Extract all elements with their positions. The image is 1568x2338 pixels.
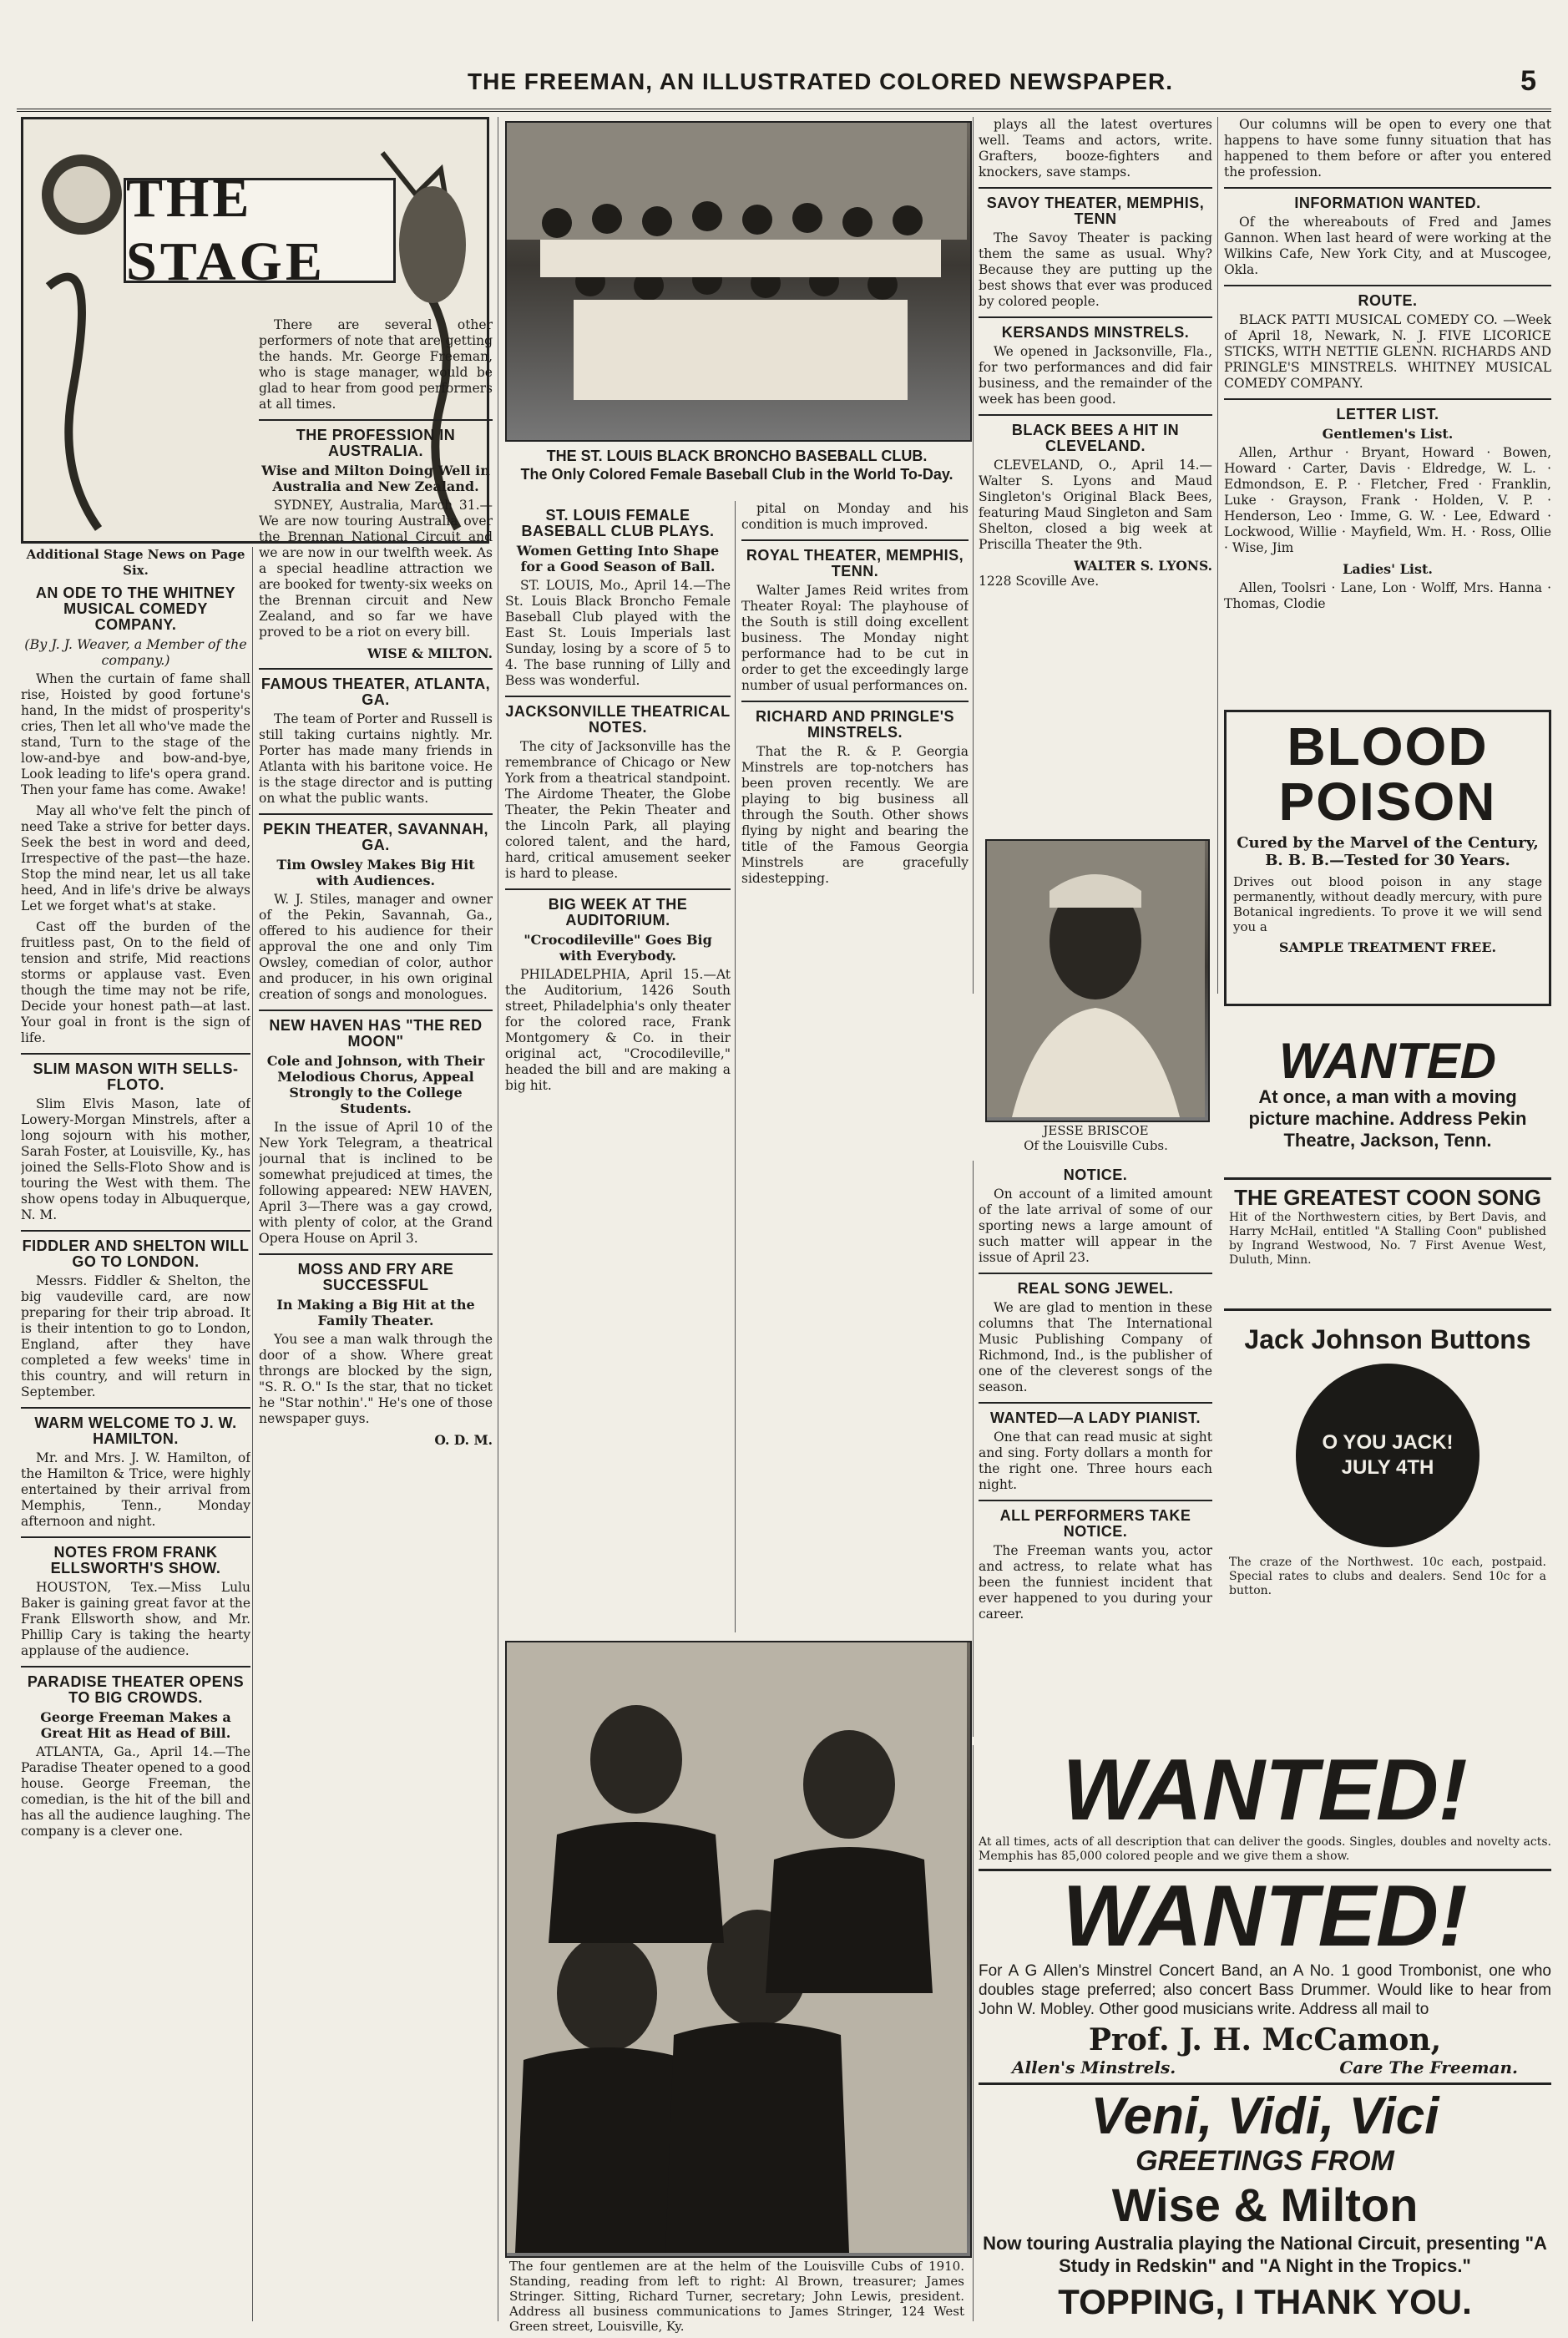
column-divider [252,547,253,2321]
paragraph: The team of Porter and Russell is still taking curtains nightly. Mr. Porter has made many friends in Atlanta with his baritone voice. He is the stage director and is putting on what the public wants. [259,711,493,806]
caption-line: Of the Louisville Cubs. [1024,1138,1168,1153]
divider [21,1053,250,1055]
ad-body: Hit of the Northwestern cities, by Bert Davis, and Harry McHail, entitled "A Stalling Coon" published by Ingrand Westwood, No. 7 First Avenue West, Duluth, Minn. [1229,1211,1546,1267]
headline: ALL PERFORMERS TAKE NOTICE. [999,1507,1191,1540]
column-3 [505,501,731,1632]
paragraph: There are several other performers of note that are getting the hands. Mr. George Freeman, who is stage manager, would be glad to hear from good performers at all times. [259,317,493,412]
paragraph: In the issue of April 10 of the New York Telegram, a theatrical journal that is inclined to be somewhat prejudiced at times, the following appeared: NEW HAVEN, April 3—There was a gay crowd, with plenty of color, at the Grand Opera House on April 3. [259,1120,493,1246]
column-divider [973,1745,974,2321]
address: 1228 Scoville Ave. [979,574,1100,589]
caption-line: THE ST. LOUIS BLACK BRONCHO BASEBALL CLUB. [546,448,928,464]
paragraph: One that can read music at sight and sing. Forty dollars a month for the right one. Three hours each night. [979,1430,1212,1492]
divider [741,539,969,541]
caption-line: JESSE BRISCOE [1043,1123,1149,1138]
signature: WALTER S. LYONS. [1074,558,1212,574]
paragraph: Mr. and Mrs. J. W. Hamilton, of the Hamilton & Trice, were highly entertained by their arrival from Memphis, Tenn., Monday afternoon and night. [21,1450,250,1529]
divider [979,187,1212,189]
letter-list: Allen, Toolsri · Lane, Lon · Wolff, Mrs. Hanna · Thomas, Clodie [1224,580,1551,611]
greetings-line: GREETINGS FROM [1136,2145,1394,2177]
divider [979,1273,1212,1274]
column-1 [21,547,250,2321]
divider [505,696,731,697]
stage-note: Additional Stage News on Page Six. [26,547,245,578]
paragraph: Of the whereabouts of Fred and James Gannon. When last heard of were working at the Wilkins Cafe, New York City, and at Muscogee, Okla. [1224,215,1551,277]
headline: INFORMATION WANTED. [1294,195,1481,211]
paragraph: BLACK PATTI MUSICAL COMEDY CO. —Week of April 18, Newark, N. J. FIVE LICORICE STICKS, WITH NETTIE GLENN. RICHARDS AND PRINGLE'S MINSTRELS. WHITNEY MUSICAL COMEDY COMPANY. [1224,312,1551,391]
affiliation-right: Care The Freeman. [1339,2057,1518,2077]
divider [979,1500,1212,1501]
subheadline: Gentlemen's List. [1322,426,1454,442]
wanted-picture-machine-ad [1224,1031,1551,1173]
headline: RICHARD AND PRINGLE'S MINSTRELS. [755,708,955,741]
subheadline: "Crocodileville" Goes Big with Everybody. [524,932,712,964]
divider [741,701,969,702]
headline: ST. LOUIS FEMALE BASEBALL CLUB PLAYS. [521,507,715,539]
coon-song-ad [1224,1177,1551,1311]
divider [259,1253,493,1255]
advertiser-affiliation [979,2057,1551,2085]
divider [259,419,493,421]
team-photo-graphic [507,123,967,437]
paragraph: Slim Elvis Mason, late of Lowery-Morgan Minstrels, after a long sojourn with his mother, Sarah Foster, at Louisville, Ky., has joined the Sells-Floto Show and is touring the West with them. The show opens today in Albuquerque, N. M. [21,1096,250,1222]
headline: NEW HAVEN HAS "THE RED MOON" [269,1017,483,1050]
page-number: 5 [1520,65,1536,97]
ad-body: At all times, acts of all description that can deliver the goods. Singles, doubles and novelty acts. Memphis has 85,000 colored people and we give them a show. [979,1835,1551,1871]
divider [259,668,493,670]
divider [979,1402,1212,1404]
subheadline: In Making a Big Hit at the Family Theater. [276,1297,475,1328]
headline: THE PROFESSION IN AUSTRALIA. [296,427,456,459]
wanted-headline: WANTED! [1062,1868,1468,1965]
letter-list: Allen, Arthur · Bryant, Howard · Bowen, Howard · Carter, Davis · Eldredge, W. L. · Edmondson, E. P. · Fletcher, Fred · Franklin, Luke · Grayson, Frank · Holden, V. P. · Henderson, Leo · Imme, G. W. · Lee, Edward · Lockwood, Willie · Mayfield, Wm. H. · Ross, Ollie · Wise, Jim [1224,445,1551,555]
ad-body: For A G Allen's Minstrel Concert Band, an A No. 1 good Trombonist, one who doubles stage preferred; also concert Bass Drummer. Would like to hear from John W. Mobley. Other good musicians write. Address all mail to [979,1962,1551,2018]
paragraph: CLEVELAND, O., April 14.—Walter S. Lyons and Maud Singleton's Original Black Bees, featuring Maud Singleton and Sam Shelton, closed a big week at Priscilla Theater the 9th. [979,458,1212,552]
divider [1224,398,1551,400]
paragraph: pital on Monday and his condition is much improved. [741,501,969,532]
paragraph: Cast off the burden of the fruitless past, On to the field of tension and strife, Mid reactions storms or applause vast. Even though the time may not be rife, Decide your honest path—at last. Your goal in front is the sign of life. [21,919,250,1045]
column-divider [735,501,736,1632]
headline: BLACK BEES A HIT IN CLEVELAND. [1011,422,1180,454]
byline: (By J. J. Weaver, a Member of the company.) [24,636,247,668]
ad-headline: WANTED [1279,1033,1496,1089]
masthead [17,58,1551,112]
headline: REAL SONG JEWEL. [1017,1280,1174,1297]
subheadline: Wise and Milton Doing Well in Australia and New Zealand. [261,463,490,494]
ad-body: The craze of the Northwest. 10c each, postpaid. Special rates to clubs and dealers. Send 10c for a button. [1229,1556,1546,1597]
headline: WARM WELCOME TO J. W. HAMILTON. [34,1414,237,1447]
advertiser-name: Prof. J. H. McCamon, [1088,2022,1442,2057]
headline: SAVOY THEATER, MEMPHIS, TENN [986,195,1205,227]
headline: FAMOUS THEATER, ATLANTA, GA. [260,676,491,708]
subheadline: Cole and Johnson, with Their Melodious Chorus, Appeal Strongly to the College Students. [266,1053,485,1116]
divider [1224,285,1551,286]
group-photo-graphic [507,1642,967,2253]
subheadline: Ladies' List. [1343,561,1433,577]
jesse-briscoe-photo [985,839,1210,1122]
ad-headline: Jack Johnson Buttons [1244,1324,1531,1354]
paragraph: The city of Jacksonville has the remembrance of Chicago or New York from a theatrical standpoint. The Airdome Theater, the Globe Theater, the Pekin Theater and the Lincoln Park, all playing colored talent, and the hard, hard, critical amusement seeker is hard to please. [505,739,731,881]
headline: JACKSONVILLE THEATRICAL NOTES. [505,703,731,736]
ad-body: At once, a man with a moving picture machine. Address Pekin Theatre, Jackson, Tenn. [1248,1086,1527,1151]
baseball-club-photo [505,121,972,442]
headline: BIG WEEK AT THE AUDITORIUM. [548,896,688,929]
headline: WANTED—A LADY PIANIST. [989,1409,1201,1426]
veni-vidi-vici-headline: Veni, Vidi, Vici [1090,2088,1439,2145]
headline: NOTICE. [1063,1166,1128,1183]
paragraph: On account of a limited amount of the late arrival of some of our sporting news a large amount of such matter will appear in the issue of April 23. [979,1187,1212,1265]
divider [21,1230,250,1232]
ad-subheadline: Cured by the Marvel of the Century, B. B. B.—Tested for 30 Years. [1237,834,1539,869]
paragraph: May all who've felt the pinch of need Take a strive for better days. Seek the best in word and deed, Irrespective of the past—the haze. Stop the mind near, let us all take heed, And in life's drive be always Let we forget what's at stake. [21,803,250,913]
paragraph: We opened in Jacksonville, Fla., for two performances and did fair business, and the remainder of the week has been good. [979,344,1212,407]
portrait-caption [985,1123,1206,1153]
blood-poison-ad [1224,710,1551,1006]
divider [21,1536,250,1538]
paragraph: Our columns will be open to every one that happens to have some funny situation that has happened to them before or after you entered the profession. [1224,117,1551,180]
newspaper-title: THE FREEMAN, AN ILLUSTRATED COLORED NEWSPAPER. [468,68,1174,94]
paragraph: Messrs. Fiddler & Shelton, the big vaudeville card, are now preparing for their trip abroad. It is their intention to go to London, England, after they have completed a few weeks' time in this country, and will return in September. [21,1273,250,1399]
jack-johnson-buttons-ad [1224,1319,1551,1662]
divider [21,1407,250,1409]
paragraph: W. J. Stiles, manager and owner of the Pekin, Savannah, Ga., offered to his audience for their approval the one and only Tim Owsley, comedian of color, author and producer, in his own original creation of songs and monologues. [259,892,493,1002]
paragraph: SYDNEY, Australia, March 31.—We are now touring Australia over the Brennan National Circuit and we are now in our twelfth week. As a special headline attraction we are booked for twenty-six weeks on the Brennan circuit and New Zealand, and so far we have proved to be a riot on every bill. [259,498,493,640]
louisville-cubs-photo [505,1641,972,2258]
photo-caption [505,447,969,483]
paragraph: ATLANTA, Ga., April 14.—The Paradise Theater opened to a good house. George Freeman, the comedian, is the hit of the bill and has all the audience laughing. The company is a clever one. [21,1744,250,1839]
paragraph: That the R. & P. Georgia Minstrels are top-notchers has been proven recently. We are playing to big business all through the South. Other shows flying by night and bearing the title of the Famous Georgia Minstrels are gracefully sidestepping. [741,744,969,886]
paragraph: HOUSTON, Tex.—Miss Lulu Baker is gaining great favor at the Frank Ellsworth show, and Mr. Phillip Cary is taking the hearty applause of the audience. [21,1580,250,1658]
divider [259,813,493,815]
paragraph: plays all the latest overtures well. Teams and actors, write. Grafters, booze-fighters and knockers, save stamps. [979,117,1212,180]
paragraph: We are glad to mention in these columns that The International Music Publishing Company of Richmond, Ind., is the publisher of one of the cleverest songs of the season. [979,1300,1212,1394]
group-photo-caption: The four gentlemen are at the helm of the Louisville Cubs of 1910. Standing, reading from left to right: Al Brown, treasurer; James Stringer. Sitting, Richard Turner, secretary; John Lewis, president. Address all business communications to James Stringer, 124 West Green street, Louisville, Ky. [509,2259,964,2334]
divider [979,414,1212,416]
signature: O. D. M. [434,1432,493,1448]
headline: ROYAL THEATER, MEMPHIS, TENN. [746,547,964,579]
divider [259,1010,493,1011]
headline: MOSS AND FRY ARE SUCCESSFUL [297,1261,454,1293]
paragraph: The Savoy Theater is packing them the same as usual. Why? Because they are putting up the best shows that ever was produced by colored people. [979,230,1212,309]
column-4 [741,501,969,1632]
paragraph: You see a man walk through the door of a show. Where great throngs are blocked by the sign, "S. R. O." Is the star, that no ticket he "Star nothin'." He's one of those newspaper guys. [259,1332,493,1426]
headline: AN ODE TO THE WHITNEY MUSICAL COMEDY COMPANY. [35,584,236,633]
subheadline: Tim Owsley Makes Big Hit with Audiences. [276,857,475,888]
caption-line: The Only Colored Female Baseball Club in the World To-Day. [520,466,953,483]
topping-line: TOPPING, I THANK YOU. [1058,2282,1472,2321]
signature: WISE & MILTON. [367,645,493,661]
subheadline: George Freeman Makes a Great Hit as Head of Bill. [40,1709,231,1741]
stage-title: THE STAGE [124,178,396,283]
paragraph: When the curtain of fame shall rise, Hoisted by good fortune's hand, In the midst of prosperity's cries, Then let all who've made the stand, Turn to the stage of the low-and-bye and bow-and-bye, Look leading to life's opera grand. Then your fame has come. Awake! [21,671,250,797]
headline: NOTES FROM FRANK ELLSWORTH'S SHOW. [50,1544,221,1576]
ad-headline: BLOOD POISON [1278,716,1497,832]
headline: FIDDLER AND SHELTON WILL GO TO LONDON. [22,1237,250,1270]
ad-headline: THE GREATEST COON SONG [1234,1185,1541,1210]
ad-heading: SAMPLE TREATMENT FREE. [1278,939,1497,955]
bottom-ads [979,1745,1551,2321]
paragraph: PHILADELPHIA, April 15.—At the Auditorium, 1426 South street, Philadelphia's only theater for the colored race, Frank Montgomery & Co. in their original act, "Crocodileville," headed the bill and are making a big hit. [505,967,731,1093]
column-divider [1217,117,1218,994]
affiliation-left: Allen's Minstrels. [1012,2057,1176,2077]
button-icon: O YOU JACK! JULY 4TH [1296,1364,1479,1547]
headline: LETTER LIST. [1336,406,1439,423]
paragraph: Walter James Reid writes from Theater Royal: The playhouse of the South is still doing excellent business. The Monday night performance had to be cut in order to get the exceedingly large number of usual performances on. [741,583,969,693]
divider [979,316,1212,318]
portrait-graphic [987,841,1205,1117]
headline: SLIM MASON WITH SELLS-FLOTO. [33,1060,239,1093]
column-5-lower [979,1161,1212,1737]
divider [1224,187,1551,189]
divider [21,1666,250,1667]
wise-milton-name: Wise & Milton [1111,2179,1419,2231]
subheadline: Women Getting Into Shape for a Good Season of Ball. [516,543,720,574]
ad-body: Drives out blood poison in any stage permanently, without deadly mercury, with pure Botanical ingredients. To prove it we will send you a [1233,874,1542,934]
headline: ROUTE. [1358,292,1418,309]
divider [505,888,731,890]
paragraph: ST. LOUIS, Mo., April 14.—The St. Louis Black Broncho Female Baseball Club played with the East St. Louis Imperials last Sunday, losing by a score of 5 to 4. The base running of Lilly and Bess was wonderful. [505,578,731,688]
paragraph: The Freeman wants you, actor and actress, to relate what has been the funniest incident that ever happened to you during your career. [979,1543,1212,1622]
headline: PARADISE THEATER OPENS TO BIG CROWDS. [27,1673,245,1706]
tour-description: Now touring Australia playing the National Circuit, presenting "A Study in Redskin" and "A Night in the Tropics." [983,2233,1547,2276]
column-divider [973,117,974,994]
column-divider [973,1161,974,1737]
headline: KERSANDS MINSTRELS. [1001,324,1190,341]
wanted-headline: WANTED! [1062,1745,1468,1839]
column-2 [259,317,493,2321]
headline: PEKIN THEATER, SAVANNAH, GA. [262,821,488,853]
